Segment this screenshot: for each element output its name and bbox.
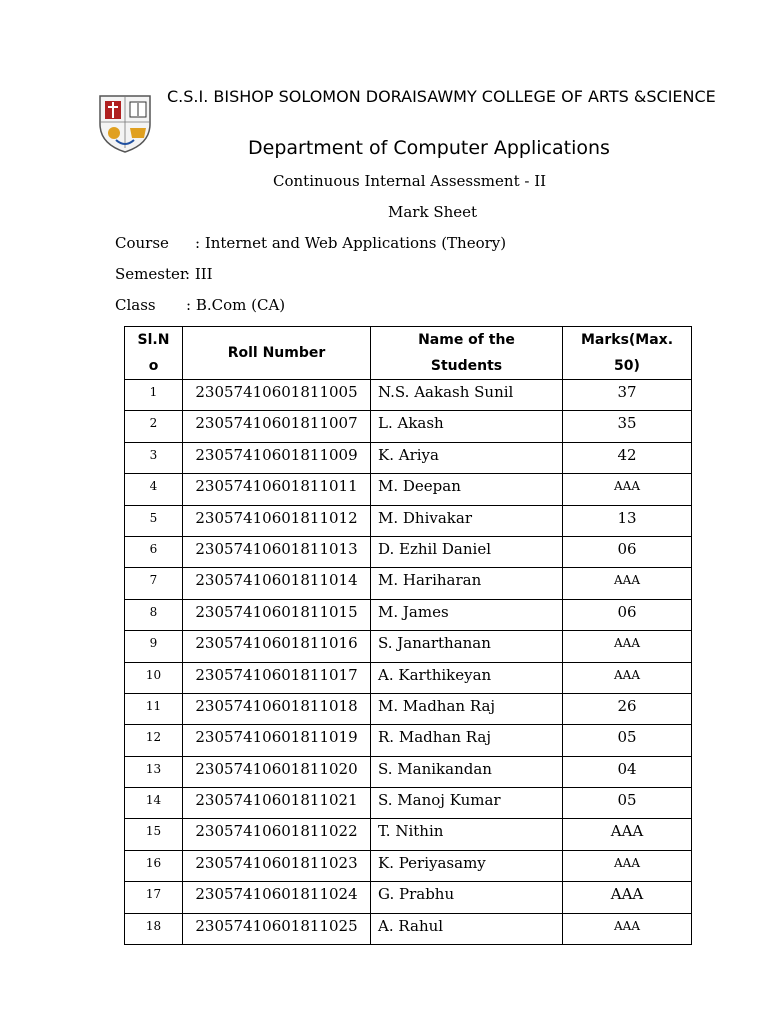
roll-number-cell: 23057410601811007 (183, 411, 371, 442)
marks-cell: 37 (563, 380, 692, 411)
roll-number-cell: 23057410601811024 (183, 882, 371, 913)
table-row (125, 442, 692, 473)
department-title: Department of Computer Applications (248, 137, 610, 159)
roll-number-cell: 23057410601811019 (183, 725, 371, 756)
marks-cell: AAA (563, 850, 692, 881)
table-row (125, 505, 692, 536)
class-label: Class (115, 296, 156, 314)
student-name-cell: R. Madhan Raj (371, 725, 563, 756)
sl-no-cell: 5 (125, 505, 183, 536)
roll-number-cell: 23057410601811017 (183, 662, 371, 693)
marks-cell: 35 (563, 411, 692, 442)
student-name-cell: S. Manoj Kumar (371, 788, 563, 819)
roll-number-cell: 23057410601811013 (183, 536, 371, 567)
roll-number-cell: 23057410601811023 (183, 850, 371, 881)
table-row (125, 599, 692, 630)
marks-cell: AAA (563, 819, 692, 850)
student-name-cell: T. Nithin (371, 819, 563, 850)
marks-cell: 06 (563, 599, 692, 630)
roll-number-cell: 23057410601811018 (183, 693, 371, 724)
student-name-cell: S. Janarthanan (371, 631, 563, 662)
college-logo (92, 90, 158, 156)
student-name-cell: M. Madhan Raj (371, 693, 563, 724)
mark-sheet-title: Mark Sheet (388, 203, 478, 221)
marks-cell: 05 (563, 725, 692, 756)
table-row (125, 411, 692, 442)
student-name-cell: S. Manikandan (371, 756, 563, 787)
marks-cell: AAA (563, 913, 692, 944)
sl-no-cell: 18 (125, 913, 183, 944)
table-row (125, 474, 692, 505)
student-name-cell: L. Akash (371, 411, 563, 442)
student-name-cell: M. Hariharan (371, 568, 563, 599)
marks-cell: 06 (563, 536, 692, 567)
table-row (125, 536, 692, 567)
table-row (125, 631, 692, 662)
table-row (125, 850, 692, 881)
student-name-cell: A. Rahul (371, 913, 563, 944)
student-name-cell: M. James (371, 599, 563, 630)
assessment-title: Continuous Internal Assessment - II (273, 172, 547, 190)
semester-value: : III (185, 265, 213, 283)
marks-cell: AAA (563, 568, 692, 599)
sl-no-cell: 8 (125, 599, 183, 630)
sl-no-cell: 16 (125, 850, 183, 881)
student-name-cell: N.S. Aakash Sunil (371, 380, 563, 411)
header-sl-no: Sl.N o (125, 327, 183, 380)
sl-no-cell: 17 (125, 882, 183, 913)
table-row (125, 693, 692, 724)
roll-number-cell: 23057410601811021 (183, 788, 371, 819)
marks-cell: 04 (563, 756, 692, 787)
student-name-cell: D. Ezhil Daniel (371, 536, 563, 567)
header-student-name: Name of the Students (371, 327, 563, 380)
student-name-cell: K. Periyasamy (371, 850, 563, 881)
sl-no-cell: 14 (125, 788, 183, 819)
sl-no-cell: 4 (125, 474, 183, 505)
course-label: Course (115, 234, 169, 252)
table-header-row (125, 327, 692, 380)
sl-no-cell: 13 (125, 756, 183, 787)
table-row (125, 882, 692, 913)
table-row (125, 756, 692, 787)
marks-cell: 13 (563, 505, 692, 536)
student-name-cell: A. Karthikeyan (371, 662, 563, 693)
student-name-cell: M. Dhivakar (371, 505, 563, 536)
header-roll-number: Roll Number (183, 327, 371, 380)
roll-number-cell: 23057410601811025 (183, 913, 371, 944)
course-value: : Internet and Web Applications (Theory) (195, 234, 507, 252)
roll-number-cell: 23057410601811011 (183, 474, 371, 505)
semester-label: Semester (115, 265, 188, 283)
table-row (125, 788, 692, 819)
sl-no-cell: 10 (125, 662, 183, 693)
roll-number-cell: 23057410601811014 (183, 568, 371, 599)
course-line (115, 234, 506, 252)
student-name-cell: G. Prabhu (371, 882, 563, 913)
class-value: : B.Com (CA) (186, 296, 286, 314)
marks-cell: AAA (563, 882, 692, 913)
sl-no-cell: 6 (125, 536, 183, 567)
student-name-cell: M. Deepan (371, 474, 563, 505)
header-marks: Marks(Max. 50) (563, 327, 692, 380)
marks-cell: AAA (563, 631, 692, 662)
marks-table (124, 326, 692, 945)
roll-number-cell: 23057410601811022 (183, 819, 371, 850)
sl-no-cell: 15 (125, 819, 183, 850)
table-row (125, 725, 692, 756)
roll-number-cell: 23057410601811015 (183, 599, 371, 630)
student-name-cell: K. Ariya (371, 442, 563, 473)
sl-no-cell: 2 (125, 411, 183, 442)
roll-number-cell: 23057410601811012 (183, 505, 371, 536)
table-row (125, 819, 692, 850)
marks-cell: AAA (563, 474, 692, 505)
roll-number-cell: 23057410601811020 (183, 756, 371, 787)
sl-no-cell: 11 (125, 693, 183, 724)
marks-cell: 26 (563, 693, 692, 724)
roll-number-cell: 23057410601811005 (183, 380, 371, 411)
sl-no-cell: 9 (125, 631, 183, 662)
table-row (125, 568, 692, 599)
table-row (125, 380, 692, 411)
roll-number-cell: 23057410601811016 (183, 631, 371, 662)
sl-no-cell: 7 (125, 568, 183, 599)
table-row (125, 913, 692, 944)
marks-cell: 42 (563, 442, 692, 473)
class-line (115, 296, 285, 314)
semester-line (115, 265, 213, 283)
college-name: C.S.I. BISHOP SOLOMON DORAISAWMY COLLEGE OF ARTS &SCIENCE (167, 87, 716, 106)
marks-cell: AAA (563, 662, 692, 693)
marks-cell: 05 (563, 788, 692, 819)
sl-no-cell: 12 (125, 725, 183, 756)
table-row (125, 662, 692, 693)
sl-no-cell: 3 (125, 442, 183, 473)
roll-number-cell: 23057410601811009 (183, 442, 371, 473)
sl-no-cell: 1 (125, 380, 183, 411)
